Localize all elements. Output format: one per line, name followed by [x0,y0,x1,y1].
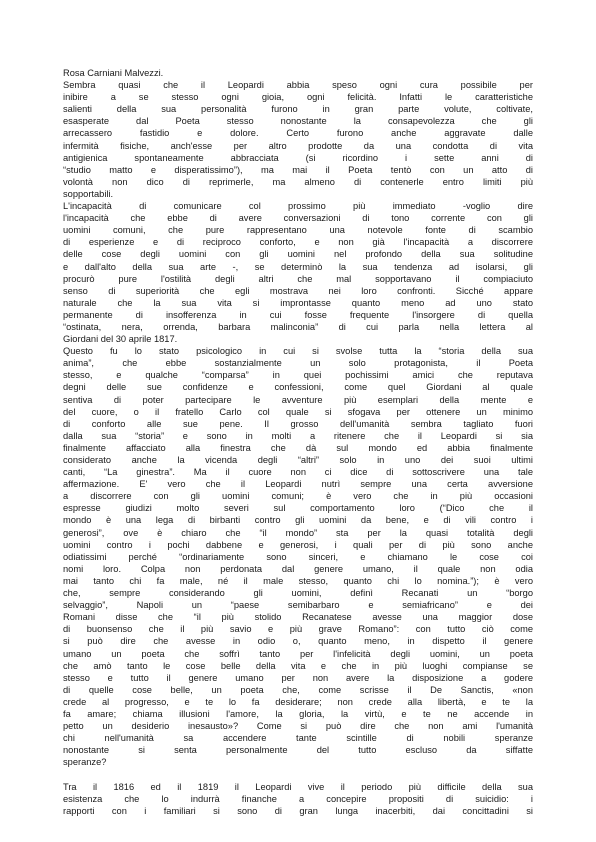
text-line: arrecassero fastidio e dolore. Certo furono anche aggravate dalle [63,128,533,139]
text-line: nonostante si senta personalmente del tutto escluso da siffatte [63,745,533,756]
text-line: uomini contro i pochi dabbene e generosi, i quali per di più sono anche [63,539,533,550]
text-line: dalla sua “storia” e sono in molti a ritenere che il Leopardi si sia [63,430,533,441]
text-line: mai tanto chi fa male, né il male stesso, quanto chi lo nomina.”); è vero [63,575,533,586]
text-line: Questo fu lo stato psicologico in cui si svolse tutta la “storia della sua [63,346,533,357]
text-line: umano un poeta che soffrì tanto per l'infelicità degli uomini, un poeta [63,648,533,659]
text-line: uomini comuni, che pure rappresentano una notevole fonte di scambio [63,225,533,236]
text-line: esasperate dal Poeta stesso nonostante la consapevolezza che gli [63,116,533,127]
text-line: antigienica spontaneamente abbracciata (si ricordino i sette anni di [63,152,533,163]
text-line: stesso, e qualche “comparsa” in quei pochissimi amici che reputava [63,370,533,381]
text-line: Romani disse che “il più stolido Recanatese avesse una maggior dose [63,612,533,623]
text-line: espresse giudizi molto severi sul comportamento loro (“Dico che il [63,503,533,514]
text-line: petto un desiderio inesausto»? Come si può dire che non ami l'umanità [63,721,533,732]
text-line: volontà non dico di reprimerle, ma almeno di contenerle entro limiti più [63,176,533,187]
text-line: finalmente affacciato alla finestra che dà sul mondo ed abbia finalmente [63,442,533,453]
text-line: del cuore, o il fratello Carlo col quale si sfogava per ottenere un minimo [63,406,533,417]
text-line: procurò pure l'ostilità degli altri che mal sopportavano il compiaciuto [63,273,533,284]
text-line: che amò tanto le cose belle della vita e che in più luoghi compianse se [63,660,533,671]
body-text [63,67,533,817]
text-line: sopportabili. [63,188,114,199]
text-line: fa amare; chiama illusioni l'amore, la gloria, la virtù, e te ne accende in [63,708,533,719]
text-line: speranze? [63,757,107,768]
paragraph [63,67,533,79]
text-line: di esperienze e di reciproco conforto, e non già l'incapacità a discorrere [63,237,533,248]
text-line: considerato anche la vicenda degli “altri” solo in uno dei suoi ultimi [63,455,533,465]
text-line: sentiva di poter partecipare le avventure più esemplari della mente e [63,394,533,405]
text-line: Sembra quasi che il Leopardi abbia speso ogni cura possibile per [63,80,533,91]
text-line: esistenza che lo indurrà finanche a concepire propositi di suicidio: i [63,793,533,804]
text-line: permanente di insofferenza in cui fosse frequente l'insorgere di quella [63,309,533,320]
text-line: inibire a se stesso ogni gioia, ogni felicità. Infatti le caratteristiche [63,92,533,103]
text-line: Tra il 1816 ed il 1819 il Leopardi vive il periodo più difficile della sua [63,781,533,792]
paragraph [63,200,533,345]
text-line: di quelle cose belle, un poeta che, come scrisse il De Sanctis, «non [63,684,533,695]
text-line: stesso e tutto il genere umano per non avere la disposizione a godere [63,672,533,683]
text-line: crede al progresso, e te lo fa desiderare; non crede alla libertà, e te la [63,696,533,707]
text-line: rapporti con i familiari si sono di gran lunga inacerbiti, dai concittadini si [63,805,533,816]
paragraph [63,781,533,817]
text-line: a discorrere con gli uomini comuni; è vero che in più occasioni [63,491,533,502]
text-line: l'incapacità che ebbe di avere conversazioni di tono corrente con gli [63,213,533,224]
text-line: Rosa Carniani Malvezzi. [63,68,164,78]
text-line: “ostinata, nera, orrenda, barbara malinconia” di cui parla nella lettera al [63,321,533,332]
paragraph [63,345,533,768]
text-line: “studio matto e disperatissimo”), ma mai il Poeta tentò con un atto di [63,164,533,175]
text-line: di buonsenso che il più savio e più grave Romano”: con tutto ciò come [63,624,533,635]
text-line: mondo è una lega di birbanti contro gli uomini da bene, e di vili contro i [63,515,533,526]
text-line: canti, “La ginestra”. Ma il cuore non ci dice di sottoscrivere una tale [63,467,533,478]
text-line: senso di superiorità che egli mostrava nei loro confronti. Sicché appare [63,285,533,296]
text-line: odiatissimi perché “ordinariamente sono sinceri, e chiamano le cose coi [63,551,533,562]
text-line: nomi loro. Colpa non perdonata dal genere umano, il quale non odia [63,563,533,574]
text-line: infermità fisiche, anch'esse per altro prodotte da una condotta di vita [63,140,533,151]
text-line: di conforto alle sue pene. Il grosso dell'umanità sembra tagliato fuori [63,418,533,429]
text-line: che, sempre considerando gli uomini, definì Recanati un “borgo [63,588,533,599]
paragraph [63,79,533,200]
text-line: e dall'alto della sua arte -, se determinò la sua tendenza ad isolarsi, gli [63,261,533,272]
text-line: naturale che la sua vita si improntasse quanto meno ad uno stato [63,297,533,308]
text-line: chi nell'umanità sa accendere tante scintille di nobili speranze [63,733,533,744]
text-line: affermazione. E' vero che il Leopardi nutrì sempre una certa avversione [63,479,533,490]
text-line: delle cose degli uomini con gli uomini nel profondo della sua solitudine [63,249,533,260]
text-line: anima”, che ebbe sostanzialmente un solo protagonista, il Poeta [63,358,533,369]
text-line: selvaggio”, Napoli un “paese semibarbaro e semiafricano” e dei [63,600,533,611]
text-line: si può dire che avesse in odio o, quanto meno, in dispetto il genere [63,636,533,647]
text-line: generosi”, ove è chiaro che “il mondo” sta per la quasi totalità degli [63,527,533,538]
text-line: degni delle sue confidenze e confessioni, come quel Giordani al quale [63,382,533,393]
text-line: Giordani del 30 aprile 1817. [63,334,178,345]
paragraph-gap [63,768,533,780]
text-line: L'incapacità di comunicare col prossimo più immediato -voglio dire [63,201,533,212]
text-line: salienti della sua personalità furono in gran parte volute, coltivate, [63,104,533,115]
